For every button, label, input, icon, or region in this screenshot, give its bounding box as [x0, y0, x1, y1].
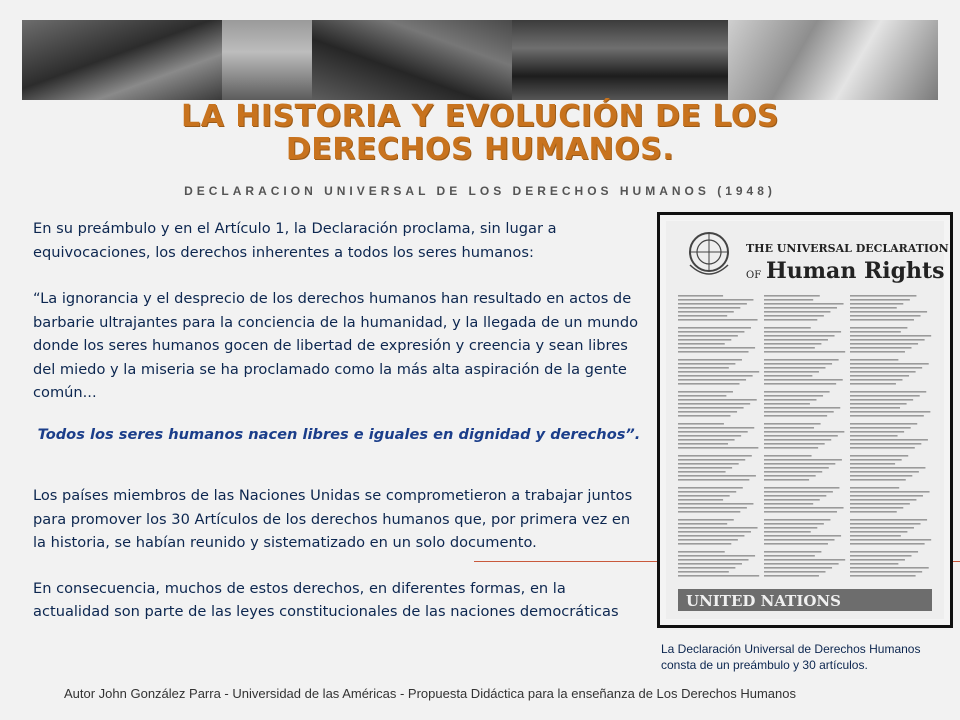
photo-bombers: [222, 20, 312, 100]
photo-soldiers: [22, 20, 222, 100]
footer-credit: Autor John González Parra - Universidad de las Américas - Propuesta Didáctica para la enseñanza de Los Derechos Humanos: [64, 686, 796, 701]
page-title: LA HISTORIA Y EVOLUCIÓN DE LOS DERECHOS HUMANOS.: [180, 99, 780, 167]
paragraph-preamble: En su preámbulo y en el Artículo 1, la Declaración proclama, sin lugar a equivocaciones, los derechos inherentes a todos los seres humanos:: [33, 220, 557, 261]
declaration-document-svg: [660, 215, 950, 625]
doc-heading-line2: Human Rights: [766, 258, 945, 284]
image-caption: La Declaración Universal de Derechos Humanos consta de un preámbulo y 30 artículos.: [661, 642, 921, 672]
paragraph-consequence: En consecuencia, muchos de estos derechos, en diferentes formas, en la actualidad son parte de las leyes constitucionales de las naciones democráticas: [33, 579, 619, 620]
photo-un-assembly: [512, 20, 728, 100]
doc-heading-of: OF: [746, 270, 762, 281]
doc-footer-banner: UNITED NATIONS: [686, 592, 841, 610]
doc-heading-line1: THE UNIVERSAL DECLARATION: [746, 242, 949, 255]
header-photo-strip: [22, 20, 938, 100]
paragraph-member-states: Los países miembros de las Naciones Unidas se comprometieron a trabajar juntos para promover los 30 Artículos de los derechos humanos que, por primera vez en la historia, se habían reunido y sistematizado en un solo documento.: [33, 487, 633, 551]
body-text: [33, 217, 645, 624]
photo-declaration-poster: [728, 20, 938, 100]
photo-refugees: [312, 20, 512, 100]
declaration-document-image: [657, 212, 953, 628]
page-subtitle: DECLARACION UNIVERSAL DE LOS DERECHOS HUMANOS (1948): [184, 184, 776, 198]
quote-paragraph: “La ignorancia y el desprecio de los derechos humanos han resultado en actos de barbarie ultrajantes para la conciencia de la humanidad, y la llegada de un mundo donde los seres humanos gocen de libertad de expresión y creencia y sean libres del miedo y la miseria se ha proclamado como la más alta aspiración de la gente común...: [33, 290, 639, 401]
emphasis-quote: Todos los seres humanos nacen libres e iguales en dignidad y derechos”.: [37, 425, 641, 443]
